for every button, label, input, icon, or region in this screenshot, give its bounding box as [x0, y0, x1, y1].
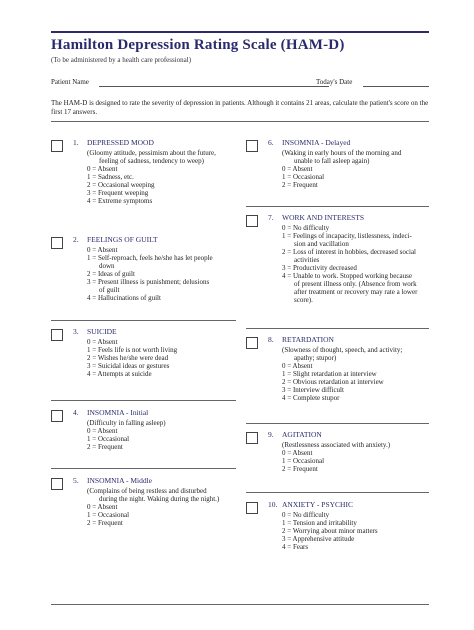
- option-line: down: [99, 262, 115, 270]
- top-rule: [51, 31, 429, 33]
- item-options: [87, 419, 166, 451]
- option-line: during the night. Waking during the night.): [99, 495, 220, 503]
- item-options: [282, 224, 417, 304]
- item-divider: [246, 206, 429, 207]
- option-line: 3 = Apprehensive attitude: [282, 535, 355, 543]
- option-line: apathy; stupor): [294, 354, 337, 362]
- item-title: RETARDATION: [282, 335, 334, 344]
- option-line: 0 = Absent: [87, 503, 118, 511]
- item-title: INSOMNIA - Delayed: [282, 138, 351, 147]
- option-line: 3 = Suicidal ideas or gestures: [87, 362, 170, 370]
- form-subtitle: (To be administered by a health care professional): [51, 56, 192, 64]
- bottom-rule: [51, 604, 429, 605]
- option-line: 2 = Occasional weeping: [87, 181, 155, 189]
- option-line: 3 = Present illness is punishment; delusions: [87, 278, 210, 286]
- item-title: DEPRESSED MOOD: [87, 138, 154, 147]
- item-divider: [246, 328, 429, 329]
- option-line: 0 = Absent: [87, 165, 118, 173]
- item-heading: [73, 139, 154, 147]
- option-line: (Slowness of thought, speech, and activity;: [282, 346, 403, 354]
- score-checkbox[interactable]: [246, 140, 258, 152]
- item-number: 6.: [268, 138, 274, 147]
- intro-text: The HAM-D is designed to rate the severity of depression in patients. Although it contains 21 areas, calculate the patient's score on the first 17 answers.: [51, 99, 429, 116]
- option-line: 4 = Fears: [282, 543, 309, 551]
- option-line: 1 = Tension and irritability: [282, 519, 357, 527]
- item-number: 5.: [73, 476, 79, 485]
- item-title: AGITATION: [282, 430, 322, 439]
- option-line: 4 = Hallucinations of guilt: [87, 294, 161, 302]
- option-line: feeling of sadness, tendency to weep): [99, 157, 204, 165]
- option-line: 2 = Frequent: [87, 519, 123, 527]
- option-line: 0 = Absent: [282, 165, 313, 173]
- option-line: 4 = Attempts at suicide: [87, 370, 152, 378]
- score-checkbox[interactable]: [246, 502, 258, 514]
- option-line: of guilt: [99, 286, 120, 294]
- option-line: 3 = Productivity decreased: [282, 264, 357, 272]
- item-options: [87, 149, 216, 205]
- option-line: 1 = Feels life is not worth living: [87, 346, 178, 354]
- score-checkbox[interactable]: [246, 215, 258, 227]
- item-divider: [246, 492, 429, 493]
- item-number: 9.: [268, 430, 274, 439]
- item-options: [87, 338, 177, 378]
- option-line: 0 = No difficulty: [282, 224, 330, 232]
- option-line: 1 = Occasional: [87, 511, 130, 519]
- item-options: [282, 511, 378, 551]
- option-line: activities: [294, 256, 320, 264]
- item-divider: [51, 320, 236, 321]
- item-title: WORK AND INTERESTS: [282, 213, 365, 222]
- option-line: 2 = Frequent: [282, 181, 318, 189]
- option-line: (Difficulty in falling asleep): [87, 419, 166, 427]
- item-heading: [73, 236, 158, 244]
- option-line: 3 = Interview difficult: [282, 386, 344, 394]
- item-heading: [268, 139, 350, 147]
- item-divider: [51, 468, 236, 469]
- item-number: 8.: [268, 335, 274, 344]
- option-line: 0 = Absent: [282, 449, 313, 457]
- item-number: 4.: [73, 408, 79, 417]
- option-line: 0 = No difficulty: [282, 511, 330, 519]
- item-heading: [73, 328, 117, 336]
- item-options: [282, 346, 402, 402]
- item-heading: [268, 214, 364, 222]
- score-checkbox[interactable]: [51, 237, 63, 249]
- option-line: 1 = Occasional: [282, 457, 325, 465]
- option-line: 1 = Sadness, etc.: [87, 173, 134, 181]
- option-line: 0 = Absent: [87, 246, 118, 254]
- item-heading: [268, 501, 353, 509]
- item-heading: [73, 477, 152, 485]
- option-line: 1 = Slight retardation at interview: [282, 370, 377, 378]
- item-divider: [246, 423, 429, 424]
- option-line: 0 = Absent: [87, 427, 118, 435]
- score-checkbox[interactable]: [51, 410, 63, 422]
- option-line: (Restlessness associated with anxiety.): [282, 441, 391, 449]
- item-number: 7.: [268, 213, 274, 222]
- score-checkbox[interactable]: [51, 329, 63, 341]
- option-line: 3 = Frequent weeping: [87, 189, 149, 197]
- option-line: 2 = Frequent: [87, 443, 123, 451]
- item-heading: [268, 431, 322, 439]
- item-options: [282, 441, 390, 473]
- item-options: [282, 149, 401, 189]
- score-checkbox[interactable]: [51, 478, 63, 490]
- form-title: Hamilton Depression Rating Scale (HAM-D): [51, 37, 345, 53]
- option-line: 2 = Obvious retardation at interview: [282, 378, 384, 386]
- option-line: 2 = Worrying about minor matters: [282, 527, 378, 535]
- item-number: 10.: [268, 500, 278, 509]
- option-line: 2 = Frequent: [282, 465, 318, 473]
- item-options: [87, 487, 219, 527]
- patient-name-field[interactable]: [99, 86, 329, 87]
- patient-name-label: Patient Name: [51, 78, 89, 86]
- item-number: 1.: [73, 138, 79, 147]
- option-line: 1 = Self-reproach, feels he/she has let people: [87, 254, 213, 262]
- option-line: unable to fall asleep again): [294, 157, 370, 165]
- option-line: 0 = Absent: [87, 338, 118, 346]
- item-options: [87, 246, 213, 302]
- option-line: 1 = Occasional: [87, 435, 130, 443]
- todays-date-label: Today's Date: [316, 78, 353, 86]
- item-heading: [268, 336, 334, 344]
- option-line: 1 = Feelings of incapacity, listlessness, indeci-: [282, 232, 412, 240]
- option-line: (Gloomy attitude, pessimism about the future,: [87, 149, 216, 157]
- todays-date-field[interactable]: [363, 86, 429, 87]
- item-heading: [73, 409, 148, 417]
- option-line: score).: [294, 296, 313, 304]
- option-line: of present illness only. (Absence from work: [294, 280, 417, 288]
- item-number: 2.: [73, 235, 79, 244]
- item-number: 3.: [73, 327, 79, 336]
- score-checkbox[interactable]: [246, 432, 258, 444]
- option-line: sion and vacillation: [294, 240, 349, 248]
- item-divider: [51, 400, 236, 401]
- option-line: 0 = Absent: [282, 362, 313, 370]
- item-title: FEELINGS OF GUILT: [87, 235, 158, 244]
- option-line: 2 = Ideas of guilt: [87, 270, 135, 278]
- option-line: 2 = Wishes he/she were dead: [87, 354, 169, 362]
- option-line: 1 = Occasional: [282, 173, 325, 181]
- section-rule: [51, 121, 429, 122]
- option-line: (Complains of being restless and disturbed: [87, 487, 207, 495]
- item-title: INSOMNIA - Middle: [87, 476, 152, 485]
- option-line: 4 = Extreme symptoms: [87, 197, 153, 205]
- item-title: SUICIDE: [87, 327, 117, 336]
- option-line: 4 = Unable to work. Stopped working because: [282, 272, 412, 280]
- option-line: after treatment or recovery may rate a lower: [294, 288, 418, 296]
- option-line: 2 = Loss of interest in hobbies, decreased social: [282, 248, 416, 256]
- option-line: 4 = Complete stupor: [282, 394, 340, 402]
- score-checkbox[interactable]: [51, 140, 63, 152]
- item-title: ANXIETY - PSYCHIC: [282, 500, 353, 509]
- option-line: (Waking in early hours of the morning and: [282, 149, 402, 157]
- item-title: INSOMNIA - Initial: [87, 408, 149, 417]
- score-checkbox[interactable]: [246, 337, 258, 349]
